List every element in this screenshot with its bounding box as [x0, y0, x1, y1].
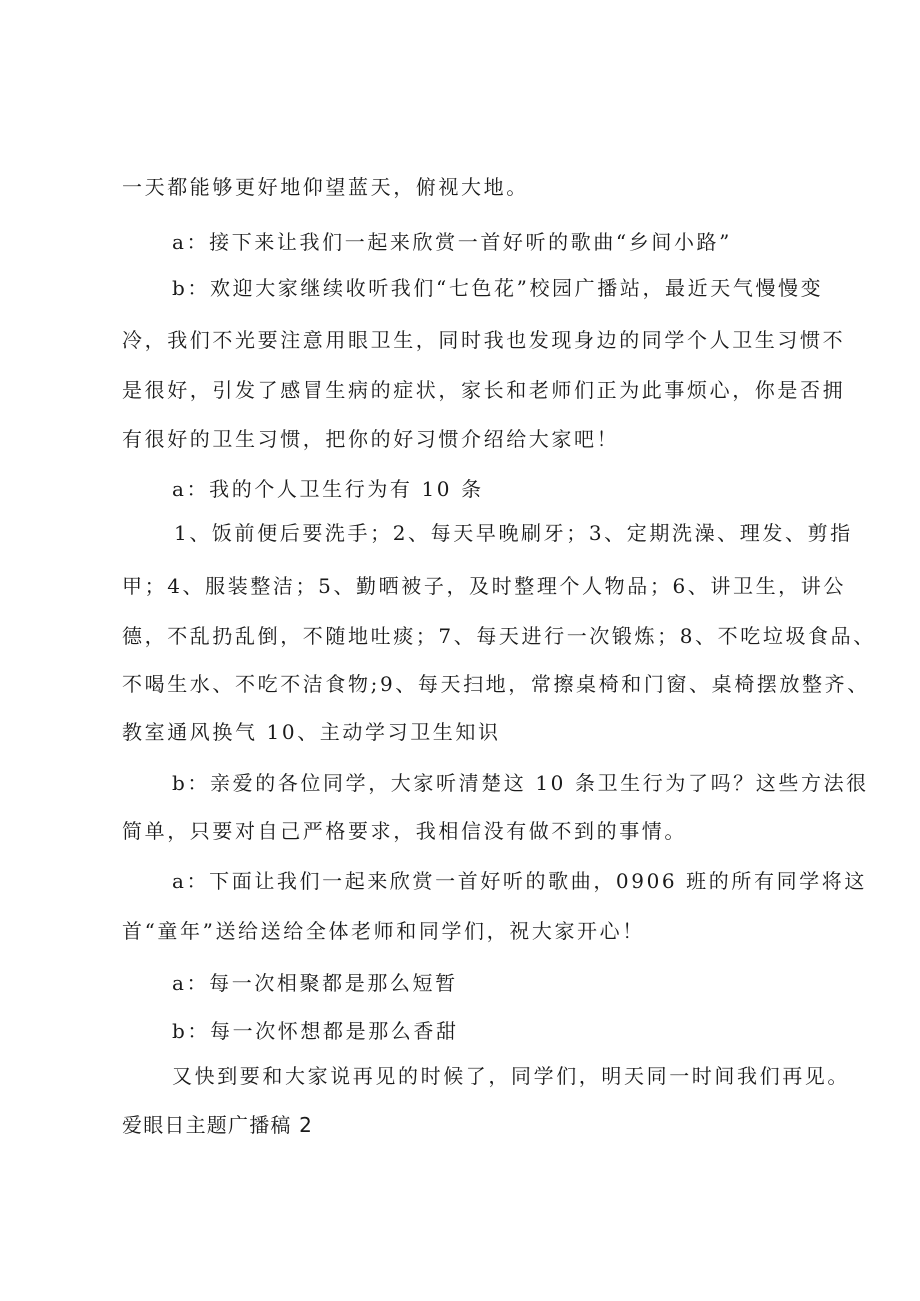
- paragraph-line: 简单，只要对自己严格要求，我相信没有做不到的事情。: [122, 819, 687, 843]
- paragraph-line: 是很好，引发了感冒生病的症状，家长和老师们正为此事烦心，你是否拥: [122, 378, 846, 402]
- paragraph-line: 1、饭前便后要洗手；2、每天早晚刷牙；3、定期洗澡、理发、剪指: [174, 521, 853, 545]
- paragraph-line: 教室通风换气 10、主动学习卫生知识: [122, 720, 501, 744]
- paragraph-line: 一天都能够更好地仰望蓝天，俯视大地。: [122, 175, 529, 199]
- paragraph-line: a：下面让我们一起来欣赏一首好听的歌曲，0906 班的所有同学将这: [172, 869, 867, 893]
- paragraph-line: 甲；4、服装整洁；5、勤晒被子，及时整理个人物品；6、讲卫生，讲公: [122, 574, 846, 598]
- paragraph-line: a：每一次相聚都是那么短暂: [172, 971, 458, 995]
- paragraph-line: 首“童年”送给送给全体老师和同学们，祝大家开心！: [122, 919, 645, 943]
- paragraph-line: b：每一次怀想都是那么香甜: [172, 1019, 459, 1043]
- paragraph-line: 有很好的卫生习惯，把你的好习惯介绍给大家吧！: [122, 427, 620, 451]
- paragraph-line: 又快到要和大家说再见的时候了，同学们，明天同一时间我们再见。: [172, 1064, 850, 1088]
- paragraph-line: 不喝生水、不吃不洁食物;9、每天扫地，常擦桌椅和门窗、桌椅摆放整齐、: [122, 672, 870, 696]
- paragraph-line: a：我的个人卫生行为有 10 条: [172, 477, 484, 501]
- paragraph-line: a：接下来让我们一起来欣赏一首好听的歌曲“乡间小路”: [172, 230, 732, 254]
- paragraph-line: b：亲爱的各位同学，大家听清楚这 10 条卫生行为了吗？这些方法很: [172, 771, 869, 795]
- section-heading: 爱眼日主题广播稿 2: [122, 1113, 314, 1137]
- paragraph-line: 冷，我们不光要注意用眼卫生，同时我也发现身边的同学个人卫生习惯不: [122, 328, 846, 352]
- paragraph-line: b：欢迎大家继续收听我们“七色花”校园广播站，最近天气慢慢变: [172, 276, 824, 300]
- paragraph-line: 德，不乱扔乱倒，不随地吐痰；7、每天进行一次锻炼；8、不吃垃圾食品、: [122, 624, 876, 648]
